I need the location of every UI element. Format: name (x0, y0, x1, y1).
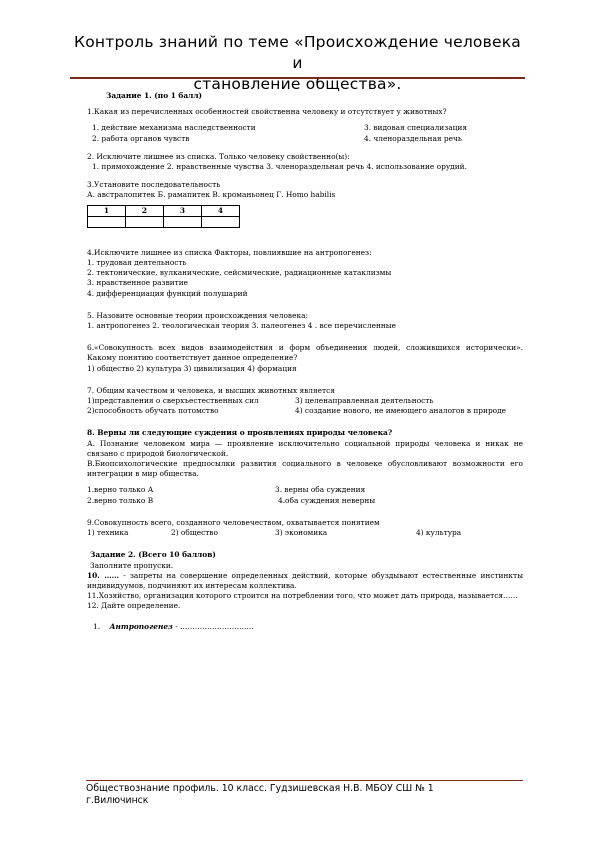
q4-text: 4.Исключите лишнее из списка Факторы, повлиявшие на антропогенез: (87, 247, 372, 257)
q7-row2 (87, 406, 523, 416)
q3-options: А. австралопитек Б. рамапитек В. кроманьонец Г. Homo habilis (87, 190, 336, 200)
title-line-1: Контроль знаний по теме «Происхождение человека и (74, 33, 521, 72)
task1-header: Задание 1. (по 1 балл) (106, 91, 203, 100)
task2-intro: Заполните пропуски. (90, 560, 174, 570)
footer (86, 783, 526, 807)
q6-text: 6.«Совокупность всех видов взаимодействия и форм объединения людей, сложившихся исторически». Какому понятию соответствует данное определение? (87, 343, 523, 363)
q12-answer-blank: - ………………………… (172, 621, 254, 631)
q1-answer-3: 3. видовая специализация (364, 123, 467, 133)
title-line-2: становление общества». (193, 75, 402, 93)
q10-blank: 10. …… (87, 570, 120, 580)
q4-item-4: 4. дифференциация функций полушарий (87, 288, 248, 298)
q1-text: 1.Какая из перечисленных особенностей свойственна человеку и отсутствует у животных? (87, 107, 447, 117)
q3-table-cell-3 (164, 216, 202, 227)
q3-table-cell-2 (126, 216, 164, 227)
q9-options (87, 528, 523, 538)
q8-text: 8. Верны ли следующие суждения о проявлениях природы человека? (87, 428, 393, 438)
q3-table-cell-4 (202, 216, 240, 227)
q1-answer-1: 1. действие механизма наследственности (92, 123, 256, 133)
q1-row2 (87, 134, 523, 144)
footer-line-2: г.Вилючинск (86, 795, 149, 806)
q3-table-head-3: 3 (164, 205, 202, 216)
q3-table-head-2: 2 (126, 205, 164, 216)
test-content (87, 91, 523, 632)
q7-row1 (87, 396, 523, 406)
q11-text: 11.Хозяйство, организация которого строится на потреблении того, что может дать природа, называется…… (87, 591, 518, 601)
q7-answer-1: 1)представления о сверхъестественных сил (87, 396, 259, 406)
q5-options: 1. антропогенез 2. теологическая теория 3. палеогенез 4 . все перечисленные (87, 321, 397, 331)
q8-answer-1: 1.верно только А (87, 485, 154, 495)
q8-statement-a: А. Познание человеком мира — проявление исключительно социальной природы человека и никак не связано с природой биологической. (87, 438, 523, 458)
q4-item-1: 1. трудовая деятельность (87, 258, 187, 268)
q7-answer-2: 2)способность обучать потомство (87, 406, 219, 416)
q8-answer-3: 3. верны оба суждения (275, 485, 366, 495)
q9-option-3: 3) экономика (275, 528, 328, 538)
q12-item (87, 622, 523, 632)
q3-table-head-1: 1 (88, 205, 126, 216)
q9-text: 9.Совокупность всего, созданного человечеством, охватывается понятием (87, 517, 380, 527)
q4-item-2: 2. тектонические, вулканические, сейсмические, радиационные катаклизмы (87, 268, 392, 278)
q8-row1 (87, 485, 523, 495)
q1-row1 (87, 123, 523, 133)
q1-answer-2: 2. работа органов чувств (92, 133, 190, 143)
q7-answer-3: 3) целенаправленная деятельность (295, 396, 434, 406)
title-underline (70, 77, 525, 79)
q12-text: 12. Дайте определение. (87, 601, 181, 611)
q3-text: 3.Установите последовательность (87, 180, 221, 190)
q6-options: 1) общество 2) культура 3) цивилизация 4) формация (87, 363, 297, 373)
q7-answer-4: 4) создание нового, не имеющего аналогов в природе (295, 406, 507, 416)
q8-row2 (87, 496, 523, 506)
q3-table-cell-1 (88, 216, 126, 227)
q8-statement-b: В.Биопсихологические предпосылки развития социального в человеке обусловливают возможности его интеграции в мир общества. (87, 459, 523, 479)
q9-option-1: 1) техника (87, 528, 129, 538)
q8-answer-4: 4.оба суждения неверны (278, 495, 376, 505)
q9-option-4: 4) культура (416, 528, 462, 538)
q2-options: 1. прямохождение 2. нравственные чувства 3. членораздельная речь 4. использование орудий. (92, 162, 467, 172)
q12-term: Антропогенез (109, 621, 173, 631)
footer-divider (86, 780, 523, 781)
q9-option-2: 2) общество (171, 528, 218, 538)
q2-text: 2. Исключите лишнее из списка. Только человеку свойственно(ы): (87, 151, 350, 161)
q8-answer-2: 2.верно только В (87, 495, 154, 505)
q1-answer-4: 4. членораздельная речь (364, 133, 462, 143)
page-title (70, 32, 525, 95)
q12-item-number: 1. (93, 621, 101, 631)
q4-item-3: 3. нравственное развитие (87, 278, 189, 288)
footer-line-1: Обществознание профиль. 10 класс. Гудзишевская Н.В. МБОУ СШ № 1 (86, 783, 434, 794)
task2-header: Задание 2. (Всего 10 баллов) (90, 550, 216, 560)
q10-text (87, 571, 523, 591)
q3-answer-table (87, 205, 240, 228)
q7-text: 7. Общим качеством и человека, и высших животных является (87, 385, 335, 395)
q5-text: 5. Назовите основные теории происхождения человека: (87, 310, 308, 320)
q3-table-head-4: 4 (202, 205, 240, 216)
q10-definition: - запреты на совершение определенных действий, которые обуздывают естественные инстинкты индивидуумов, подчиняют их интересам коллектива. (87, 570, 523, 590)
